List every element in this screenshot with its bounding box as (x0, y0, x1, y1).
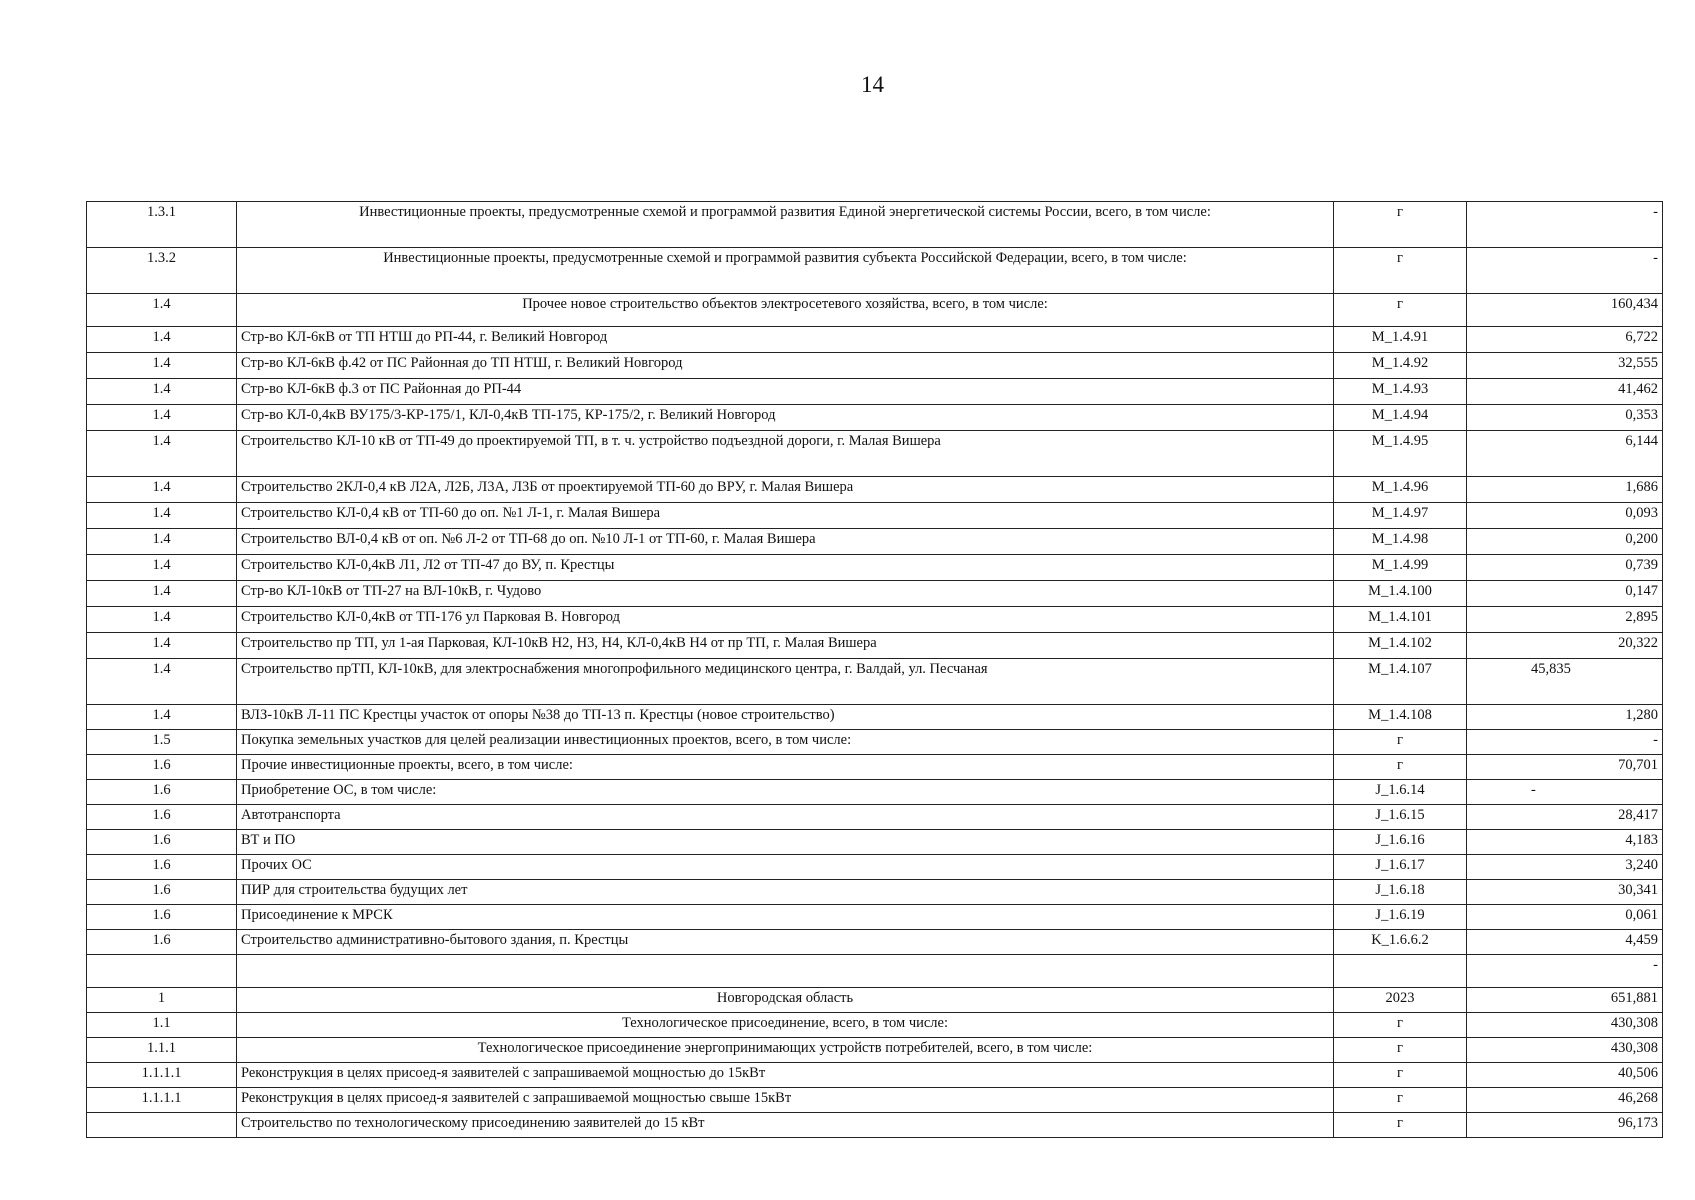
table-row (87, 905, 1663, 930)
row-value-cell: 4,459 (1467, 930, 1663, 955)
row-name-cell: Стр-во КЛ-0,4кВ ВУ175/3-КР-175/1, КЛ-0,4кВ ТП-175, КР-175/2, г. Великий Новгород (237, 405, 1334, 431)
table-row (87, 755, 1663, 780)
table-row (87, 730, 1663, 755)
table-row (87, 988, 1663, 1013)
table-row (87, 930, 1663, 955)
row-code-cell (1334, 955, 1467, 988)
table-row (87, 705, 1663, 730)
table-row (87, 830, 1663, 855)
row-value-cell: 6,722 (1467, 327, 1663, 353)
table-row (87, 880, 1663, 905)
row-value-cell: 30,341 (1467, 880, 1663, 905)
row-name-cell: Реконструкция в целях присоед-я заявителей с запрашиваемой мощностью свыше 15кВт (237, 1088, 1334, 1113)
row-value-cell: 651,881 (1467, 988, 1663, 1013)
row-value-cell: - (1467, 955, 1663, 988)
row-value-cell: 0,353 (1467, 405, 1663, 431)
row-code-cell: М_1.4.97 (1334, 503, 1467, 529)
row-value-cell: 3,240 (1467, 855, 1663, 880)
row-value-cell: 40,506 (1467, 1063, 1663, 1088)
table-row (87, 607, 1663, 633)
row-value-cell: 6,144 (1467, 431, 1663, 477)
row-name-cell: Новгородская область (237, 988, 1334, 1013)
row-code-cell: М_1.4.107 (1334, 659, 1467, 705)
row-code-cell: г (1334, 202, 1467, 248)
row-name-cell: Стр-во КЛ-10кВ от ТП-27 на ВЛ-10кВ, г. Чудово (237, 581, 1334, 607)
row-name-cell: ВТ и ПО (237, 830, 1334, 855)
row-code-cell: г (1334, 730, 1467, 755)
row-name-cell: Строительство административно-бытового здания, п. Крестцы (237, 930, 1334, 955)
row-number-cell: 1.4 (87, 353, 237, 379)
page-number: 14 (861, 72, 884, 97)
row-number-cell: 1.4 (87, 503, 237, 529)
row-name-cell: Присоединение к МРСК (237, 905, 1334, 930)
row-code-cell: J_1.6.19 (1334, 905, 1467, 930)
row-value-cell: 160,434 (1467, 294, 1663, 327)
row-code-cell: J_1.6.17 (1334, 855, 1467, 880)
row-value-cell: - (1467, 780, 1663, 805)
table-row (87, 1113, 1663, 1138)
row-number-cell: 1.6 (87, 930, 237, 955)
row-name-cell: Строительство КЛ-0,4 кВ от ТП-60 до оп. №1 Л-1, г. Малая Вишера (237, 503, 1334, 529)
row-code-cell: М_1.4.102 (1334, 633, 1467, 659)
row-number-cell: 1.1.1.1 (87, 1063, 237, 1088)
row-number-cell: 1 (87, 988, 237, 1013)
row-name-cell: Автотранспорта (237, 805, 1334, 830)
row-name-cell: Стр-во КЛ-6кВ ф.42 от ПС Районная до ТП НТШ, г. Великий Новгород (237, 353, 1334, 379)
row-value-cell: 41,462 (1467, 379, 1663, 405)
row-value-cell: 45,835 (1467, 659, 1663, 705)
row-name-cell: Технологическое присоединение энергопринимающих устройств потребителей, всего, в том числе: (237, 1038, 1334, 1063)
row-value-cell: 4,183 (1467, 830, 1663, 855)
row-code-cell: J_1.6.15 (1334, 805, 1467, 830)
row-number-cell: 1.6 (87, 855, 237, 880)
row-number-cell (87, 955, 237, 988)
row-number-cell: 1.1.1 (87, 1038, 237, 1063)
row-number-cell: 1.4 (87, 633, 237, 659)
row-code-cell: М_1.4.101 (1334, 607, 1467, 633)
row-name-cell: Технологическое присоединение, всего, в том числе: (237, 1013, 1334, 1038)
table-row (87, 633, 1663, 659)
table-row (87, 379, 1663, 405)
table-row (87, 529, 1663, 555)
row-number-cell: 1.6 (87, 755, 237, 780)
row-value-cell: 96,173 (1467, 1113, 1663, 1138)
row-value-cell: 1,280 (1467, 705, 1663, 730)
row-code-cell: K_1.6.6.2 (1334, 930, 1467, 955)
table-row (87, 1013, 1663, 1038)
row-code-cell: М_1.4.108 (1334, 705, 1467, 730)
row-name-cell: Стр-во КЛ-6кВ ф.3 от ПС Районная до РП-44 (237, 379, 1334, 405)
row-name-cell: Строительство КЛ-0,4кВ Л1, Л2 от ТП-47 до ВУ, п. Крестцы (237, 555, 1334, 581)
row-value-cell: 70,701 (1467, 755, 1663, 780)
row-number-cell: 1.3.2 (87, 248, 237, 294)
row-value-cell: 28,417 (1467, 805, 1663, 830)
row-name-cell: Прочих ОС (237, 855, 1334, 880)
row-name-cell: Строительство прТП, КЛ-10кВ, для электроснабжения многопрофильного медицинского центра, г. Валдай, ул. Песчаная (237, 659, 1334, 705)
row-number-cell: 1.4 (87, 555, 237, 581)
row-code-cell: г (1334, 755, 1467, 780)
table-row (87, 202, 1663, 248)
row-name-cell: Строительство ВЛ-0,4 кВ от оп. №6 Л-2 от ТП-68 до оп. №10 Л-1 от ТП-60, г. Малая Вишера (237, 529, 1334, 555)
row-code-cell: г (1334, 248, 1467, 294)
row-name-cell: Инвестиционные проекты, предусмотренные схемой и программой развития Единой энергетической системы России, всего, в том числе: (237, 202, 1334, 248)
row-name-cell (237, 955, 1334, 988)
row-number-cell: 1.4 (87, 607, 237, 633)
row-code-cell: г (1334, 294, 1467, 327)
table-row (87, 503, 1663, 529)
table-row (87, 405, 1663, 431)
row-number-cell: 1.3.1 (87, 202, 237, 248)
row-value-cell: 46,268 (1467, 1088, 1663, 1113)
row-name-cell: Инвестиционные проекты, предусмотренные схемой и программой развития субъекта Российской Федерации, всего, в том числе: (237, 248, 1334, 294)
investment-table (86, 201, 1663, 1138)
row-number-cell: 1.4 (87, 581, 237, 607)
row-number-cell: 1.6 (87, 830, 237, 855)
row-value-cell: 20,322 (1467, 633, 1663, 659)
table-row (87, 780, 1663, 805)
row-name-cell: Строительство КЛ-10 кВ от ТП-49 до проектируемой ТП, в т. ч. устройство подъездной дороги, г. Малая Вишера (237, 431, 1334, 477)
row-number-cell: 1.4 (87, 379, 237, 405)
row-name-cell: Приобретение ОС, в том числе: (237, 780, 1334, 805)
row-code-cell: М_1.4.95 (1334, 431, 1467, 477)
row-value-cell: 0,200 (1467, 529, 1663, 555)
row-value-cell: 0,093 (1467, 503, 1663, 529)
table-row (87, 805, 1663, 830)
row-code-cell: г (1334, 1013, 1467, 1038)
row-number-cell: 1.4 (87, 705, 237, 730)
row-code-cell: М_1.4.98 (1334, 529, 1467, 555)
table-row (87, 248, 1663, 294)
row-number-cell: 1.6 (87, 880, 237, 905)
row-value-cell: 32,555 (1467, 353, 1663, 379)
row-code-cell: М_1.4.92 (1334, 353, 1467, 379)
table-row (87, 659, 1663, 705)
row-value-cell: 0,061 (1467, 905, 1663, 930)
row-code-cell: J_1.6.16 (1334, 830, 1467, 855)
row-number-cell: 1.4 (87, 529, 237, 555)
row-number-cell (87, 1113, 237, 1138)
row-number-cell: 1.6 (87, 905, 237, 930)
row-number-cell: 1.4 (87, 294, 237, 327)
row-number-cell: 1.6 (87, 805, 237, 830)
table-row (87, 581, 1663, 607)
table-row (87, 1038, 1663, 1063)
row-number-cell: 1.6 (87, 780, 237, 805)
row-name-cell: ВЛЗ-10кВ Л-11 ПС Крестцы участок от опоры №38 до ТП-13 п. Крестцы (новое строительство) (237, 705, 1334, 730)
row-value-cell: 0,147 (1467, 581, 1663, 607)
row-code-cell: М_1.4.96 (1334, 477, 1467, 503)
row-value-cell: 0,739 (1467, 555, 1663, 581)
table-row (87, 294, 1663, 327)
row-number-cell: 1.4 (87, 431, 237, 477)
row-code-cell: г (1334, 1063, 1467, 1088)
row-value-cell: - (1467, 248, 1663, 294)
table-row (87, 1063, 1663, 1088)
row-code-cell: М_1.4.93 (1334, 379, 1467, 405)
row-name-cell: Прочее новое строительство объектов электросетевого хозяйства, всего, в том числе: (237, 294, 1334, 327)
row-code-cell: J_1.6.14 (1334, 780, 1467, 805)
row-number-cell: 1.4 (87, 477, 237, 503)
row-code-cell: г (1334, 1088, 1467, 1113)
row-number-cell: 1.4 (87, 659, 237, 705)
row-name-cell: Стр-во КЛ-6кВ от ТП НТШ до РП-44, г. Великий Новгород (237, 327, 1334, 353)
table-row (87, 477, 1663, 503)
row-code-cell: М_1.4.99 (1334, 555, 1467, 581)
row-name-cell: Строительство КЛ-0,4кВ от ТП-176 ул Парковая В. Новгород (237, 607, 1334, 633)
row-name-cell: Строительство пр ТП, ул 1-ая Парковая, КЛ-10кВ Н2, Н3, Н4, КЛ-0,4кВ Н4 от пр ТП, г. Малая Вишера (237, 633, 1334, 659)
row-value-cell: 430,308 (1467, 1038, 1663, 1063)
table-row (87, 327, 1663, 353)
row-number-cell: 1.1 (87, 1013, 237, 1038)
table-row (87, 955, 1663, 988)
table-row (87, 1088, 1663, 1113)
row-code-cell: М_1.4.91 (1334, 327, 1467, 353)
row-number-cell: 1.5 (87, 730, 237, 755)
row-value-cell: 1,686 (1467, 477, 1663, 503)
row-name-cell: Покупка земельных участков для целей реализации инвестиционных проектов, всего, в том числе: (237, 730, 1334, 755)
row-value-cell: 430,308 (1467, 1013, 1663, 1038)
table-row (87, 855, 1663, 880)
row-name-cell: Реконструкция в целях присоед-я заявителей с запрашиваемой мощностью до 15кВт (237, 1063, 1334, 1088)
row-number-cell: 1.4 (87, 405, 237, 431)
row-code-cell: М_1.4.100 (1334, 581, 1467, 607)
row-name-cell: ПИР для строительства будущих лет (237, 880, 1334, 905)
row-name-cell: Строительство 2КЛ-0,4 кВ Л2А, Л2Б, Л3А, Л3Б от проектируемой ТП-60 до ВРУ, г. Малая Вишера (237, 477, 1334, 503)
table-row (87, 353, 1663, 379)
row-name-cell: Строительство по технологическому присоединению заявителей до 15 кВт (237, 1113, 1334, 1138)
row-value-cell: - (1467, 730, 1663, 755)
row-value-cell: - (1467, 202, 1663, 248)
row-code-cell: М_1.4.94 (1334, 405, 1467, 431)
row-code-cell: г (1334, 1038, 1467, 1063)
row-number-cell: 1.4 (87, 327, 237, 353)
row-value-cell: 2,895 (1467, 607, 1663, 633)
table-row (87, 555, 1663, 581)
table-row (87, 431, 1663, 477)
row-number-cell: 1.1.1.1 (87, 1088, 237, 1113)
row-code-cell: г (1334, 1113, 1467, 1138)
row-name-cell: Прочие инвестиционные проекты, всего, в том числе: (237, 755, 1334, 780)
row-code-cell: J_1.6.18 (1334, 880, 1467, 905)
row-code-cell: 2023 (1334, 988, 1467, 1013)
